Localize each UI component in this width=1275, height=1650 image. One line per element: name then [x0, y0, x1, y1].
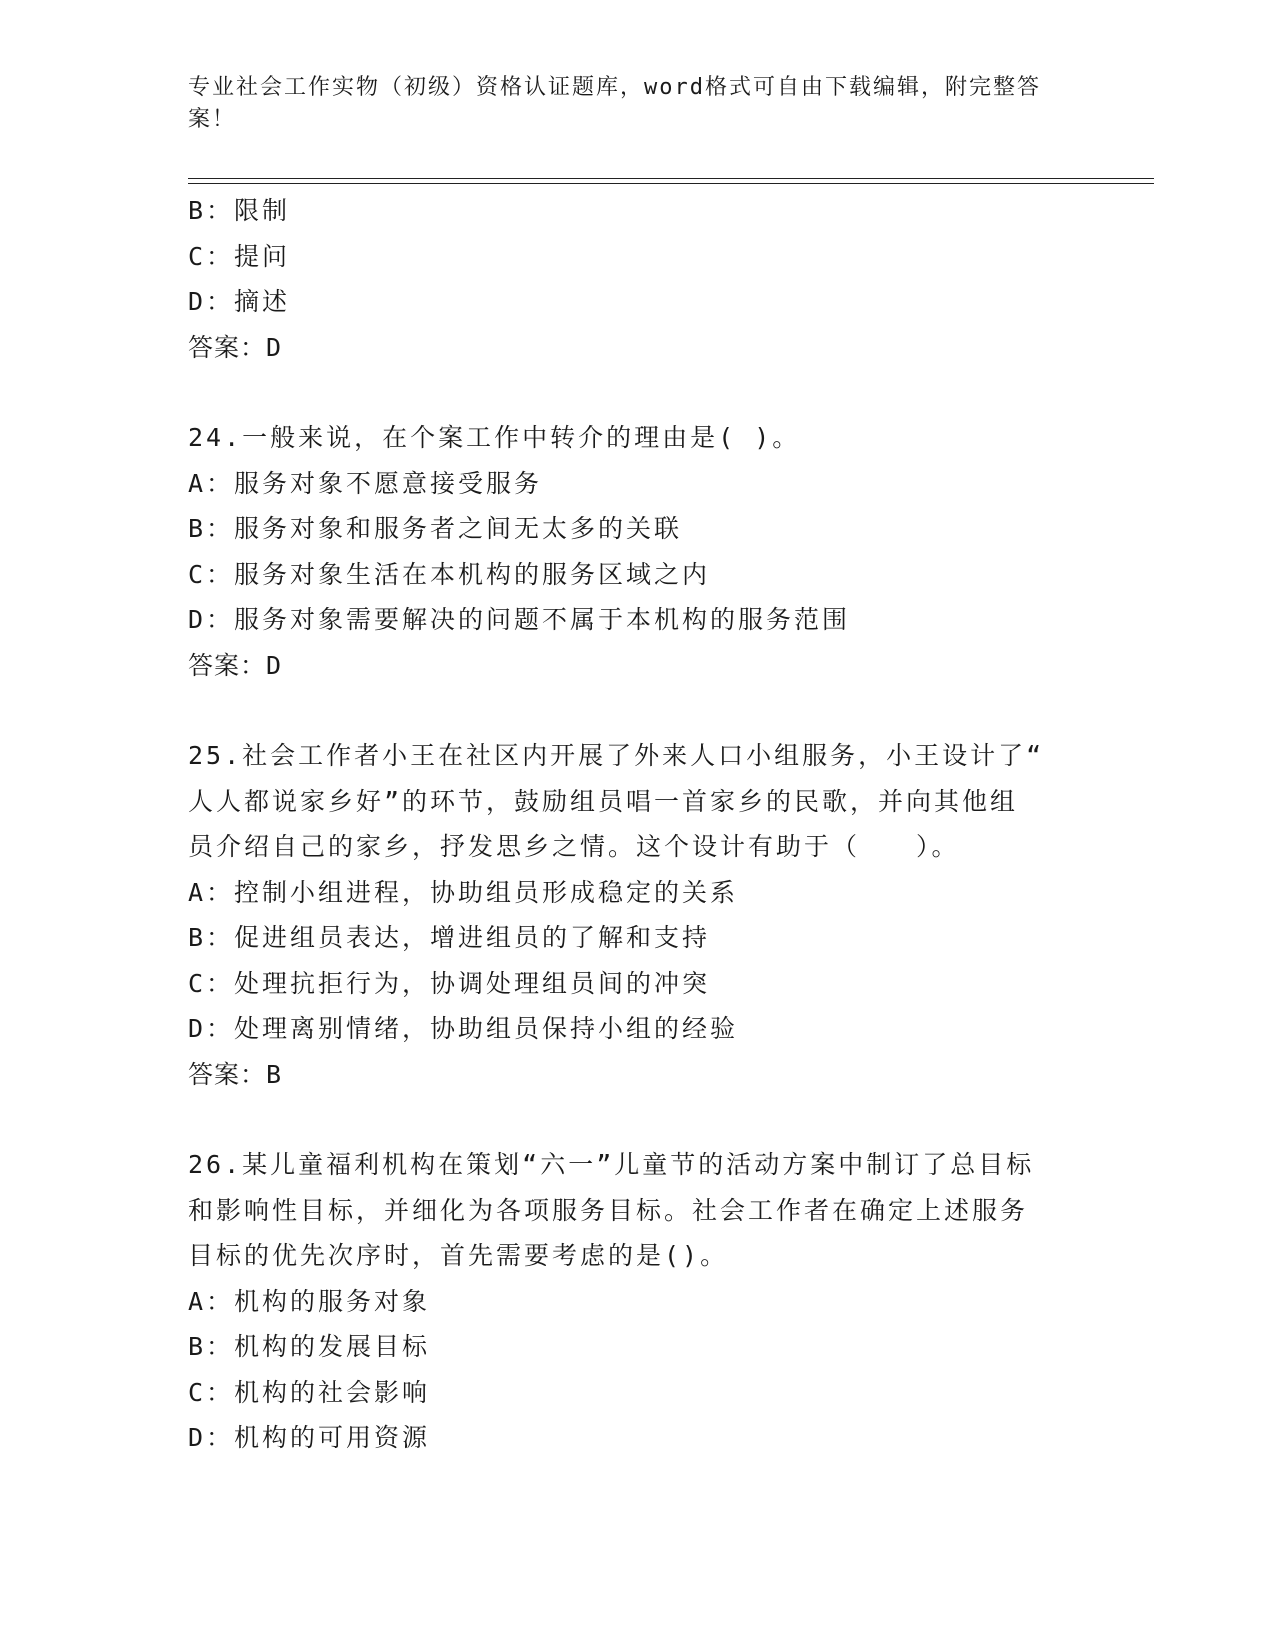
option-d: D：处理离别情绪，协助组员保持小组的经验 [188, 1014, 739, 1043]
question-23-continued [188, 188, 1088, 370]
option-d: D：摘述 [188, 287, 291, 316]
option-b: B：服务对象和服务者之间无太多的关联 [188, 514, 683, 543]
question-stem-line-1: 25.社会工作者小王在社区内开展了外来人口小组服务，小王设计了“ [188, 741, 1045, 770]
header-rule-top [188, 178, 1154, 179]
answer-line: 答案：D [188, 332, 283, 362]
option-c: C：处理抗拒行为，协调处理组员间的冲突 [188, 968, 711, 998]
option-d: D：机构的可用资源 [188, 1423, 431, 1452]
question-stem-line-1: 26.某儿童福利机构在策划“六一”儿童节的活动方案中制订了总目标 [188, 1150, 1035, 1179]
question-stem-line-2: 人人都说家乡好”的环节，鼓励组员唱一首家乡的民歌，并向其他组 [188, 786, 1019, 816]
question-stem-line-3: 目标的优先次序时，首先需要考虑的是()。 [188, 1241, 729, 1270]
option-c: C：提问 [188, 241, 291, 271]
option-b: B：限制 [188, 196, 291, 225]
header-line-2: 案！ [188, 107, 237, 132]
option-c: C：机构的社会影响 [188, 1377, 431, 1407]
question-24 [188, 415, 1088, 688]
option-d: D：服务对象需要解决的问题不属于本机构的服务范围 [188, 605, 851, 634]
option-c: C：服务对象生活在本机构的服务区域之内 [188, 559, 711, 589]
option-b: B：机构的发展目标 [188, 1332, 431, 1361]
document-header [188, 72, 1068, 136]
option-a: A：机构的服务对象 [188, 1286, 431, 1316]
question-25 [188, 733, 1088, 1097]
question-stem-line-2: 和影响性目标，并细化为各项服务目标。社会工作者在确定上述服务 [188, 1195, 1029, 1225]
question-content [188, 188, 1088, 1461]
header-line-1: 专业社会工作实物（初级）资格认证题库，word格式可自由下载编辑，附完整答 [188, 75, 1041, 100]
header-rule-bottom [188, 183, 1154, 184]
question-stem-line-3: 员介绍自己的家乡，抒发思乡之情。这个设计有助于（ ）。 [188, 832, 960, 861]
question-stem: 24.一般来说，在个案工作中转介的理由是( )。 [188, 423, 801, 452]
answer-line: 答案：D [188, 650, 283, 680]
option-a: A：控制小组进程，协助组员形成稳定的关系 [188, 877, 739, 907]
question-26 [188, 1142, 1088, 1461]
answer-line: 答案：B [188, 1059, 283, 1089]
option-a: A：服务对象不愿意接受服务 [188, 468, 543, 498]
option-b: B：促进组员表达，增进组员的了解和支持 [188, 923, 711, 952]
